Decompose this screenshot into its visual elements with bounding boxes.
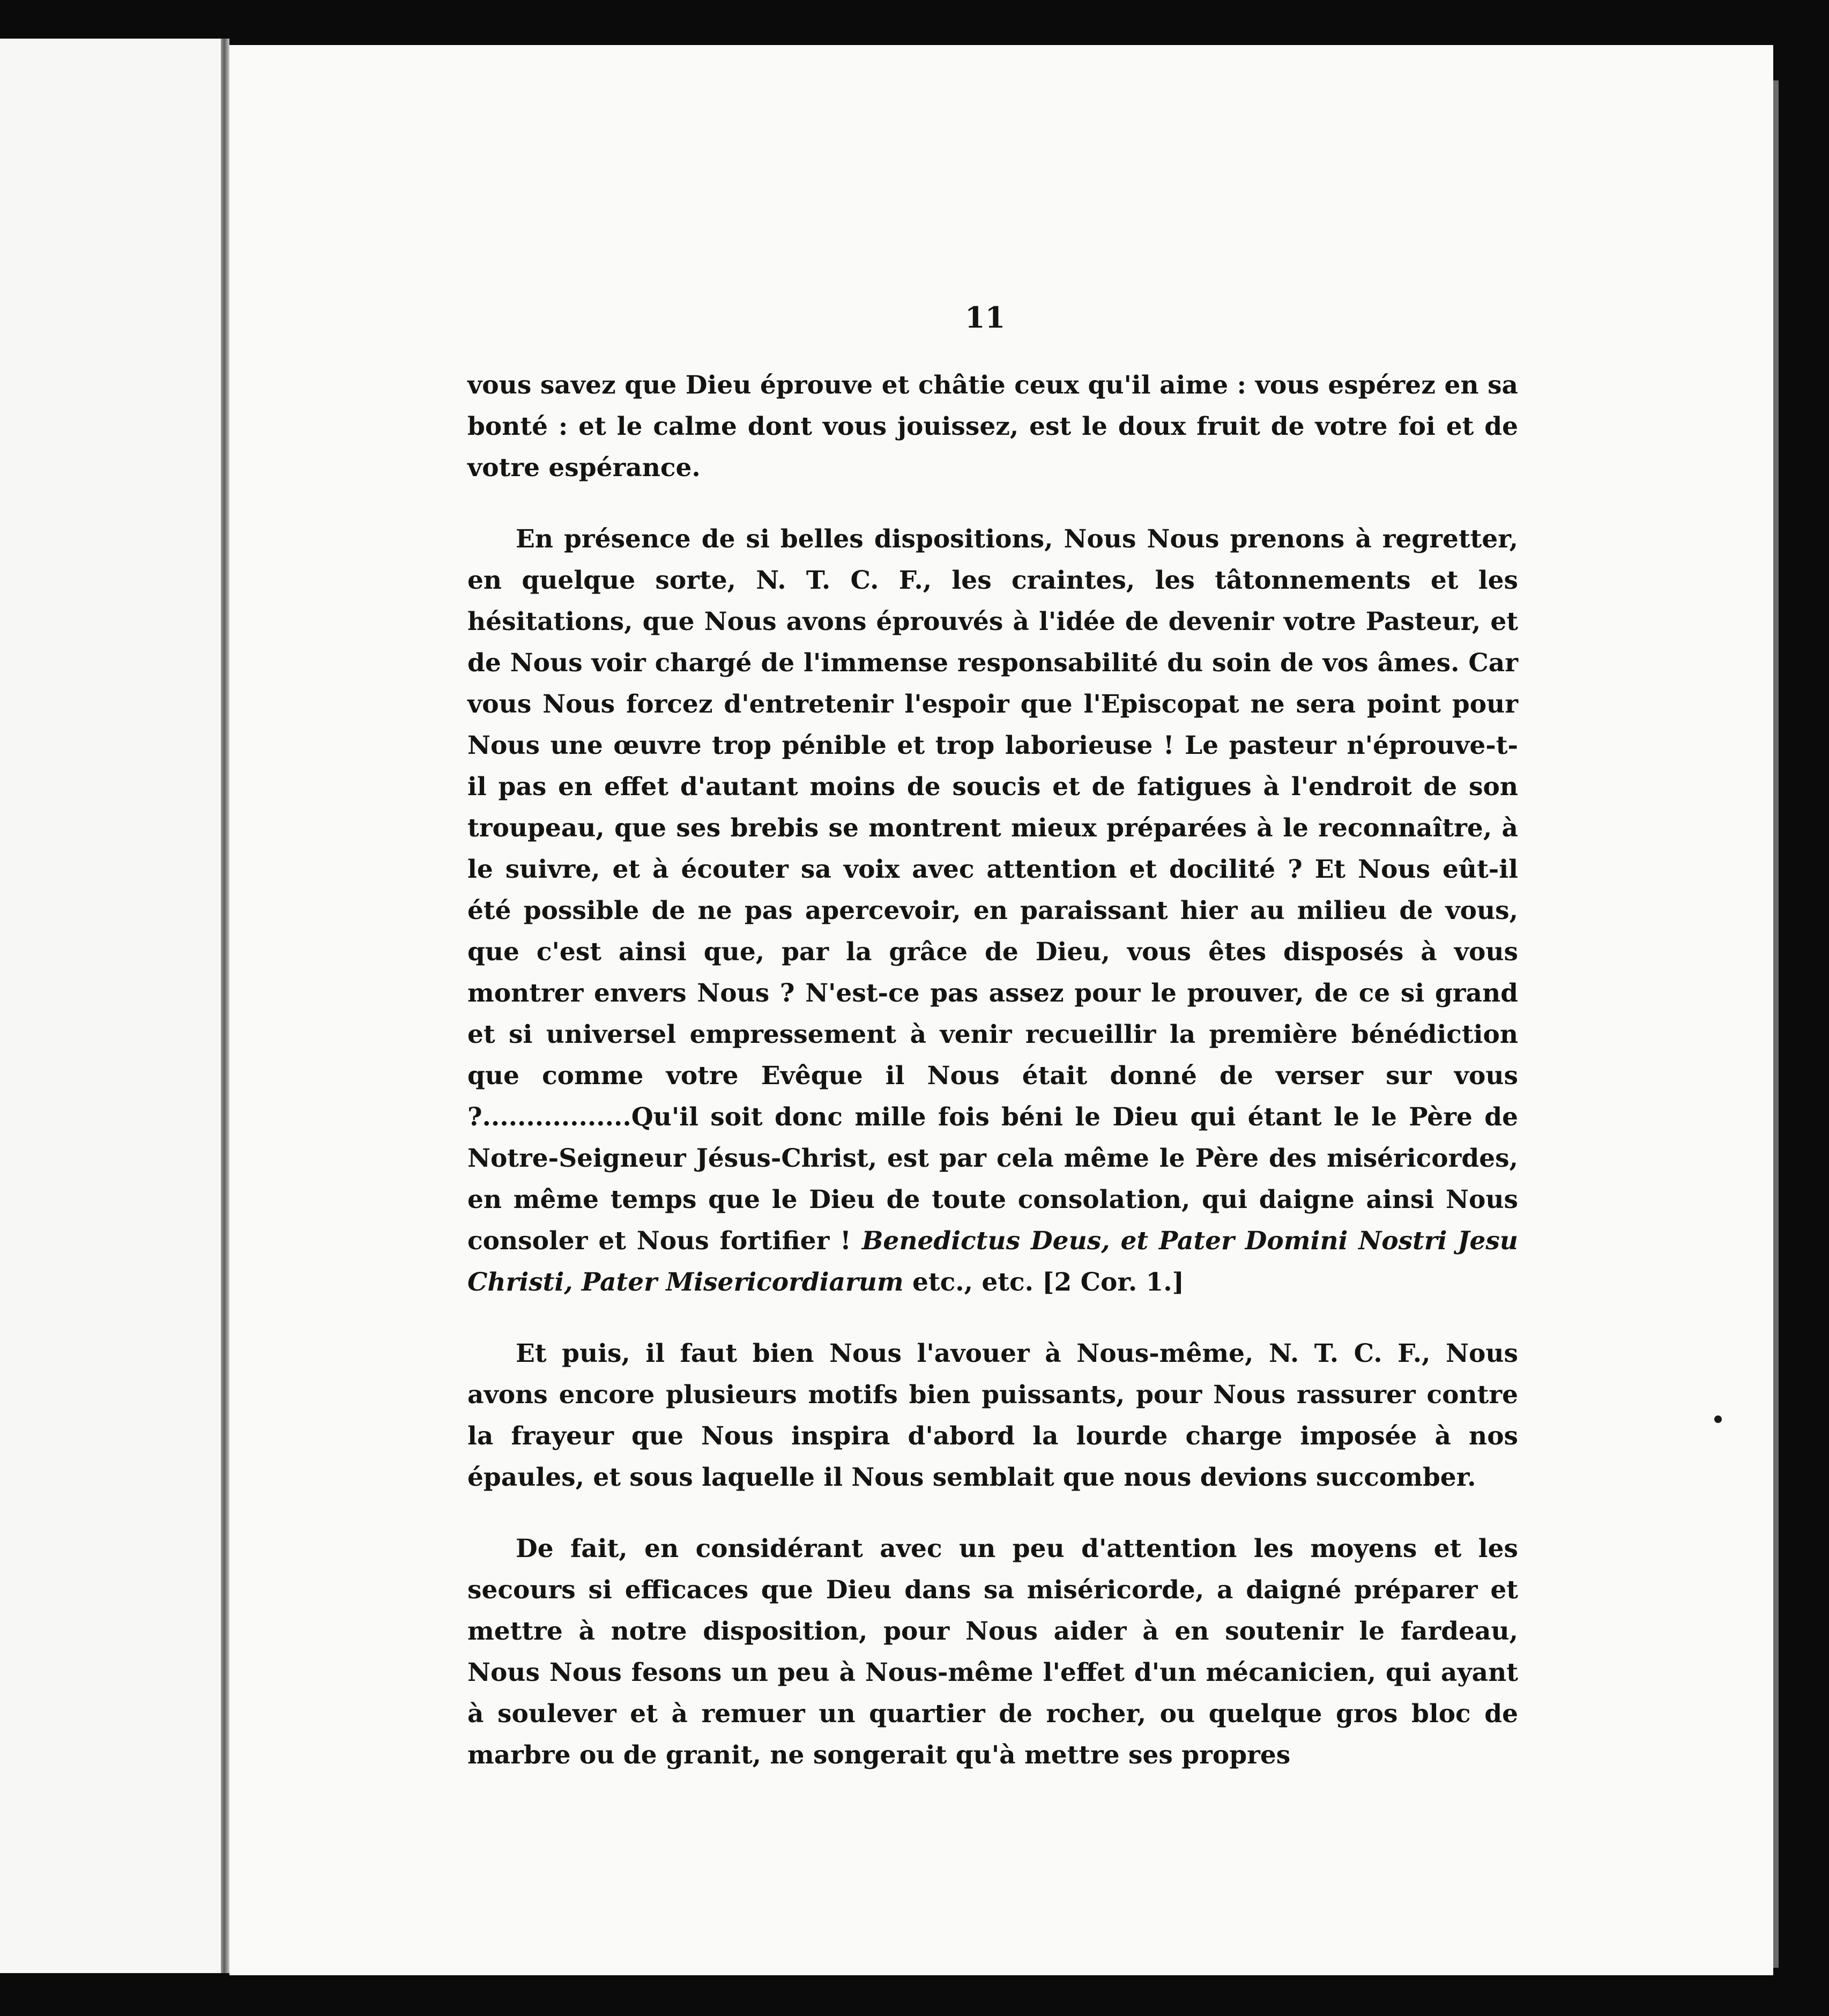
book-spine [221,39,229,1973]
page-shadow-edge [1773,80,1779,1968]
ink-speck [1714,1415,1722,1423]
paragraph-4: De fait, en considérant avec un peu d'attention les moyens et les secours si efficaces que Dieu dans sa miséricorde, a daigné préparer et mettre à notre disposition, pour Nous aider à en soutenir le fardeau, Nous Nous fesons un peu à Nous-même l'effet d'un mécanicien, qui ayant à soulever et à remuer un quartier de rocher, ou quelque gros bloc de marbre ou de granit, ne songerait qu'à mettre ses propres [467,1534,1518,1770]
latin-quote: Benedictus Deus, et Pater Domini Nostri Jesu Christi, Pater Misericordiarum [467,1226,1518,1297]
paragraph-2 [467,518,1518,1303]
paragraph-2-text: En présence de si belles dispositions, Nous Nous prenons à regretter, en quelque sorte, N. T. C. F., les craintes, les tâtonnements et les hésitations, que Nous avons éprouvés à l'idée de devenir votre Pasteur, et de Nous voir chargé de l'immense responsabilité du soin de vos âmes. Car vous Nous forcez d'entretenir l'espoir que l'Episcopat ne sera point pour Nous une œuvre trop pénible et trop laborieuse ! Le pasteur n'éprouve-t-il pas en effet d'autant moins de soucis et de fatigues à l'endroit de son troupeau, que ses brebis se montrent mieux préparées à le reconnaître, à le suivre, et à écouter sa voix avec attention et docilité ? Et Nous eût-il été possible de ne pas apercevoir, en paraissant hier au milieu de vous, que c'est ainsi que, par la grâce de Dieu, vous êtes disposés à vous montrer envers Nous ? N'est-ce pas assez pour le prouver, de ce si grand et si universel empressement à venir recueillir la première bénédiction que comme votre Evêque il Nous était donné de verser sur vous ?.................Qu'il soit donc mille fois béni le Dieu qui étant le le Père de Notre-Seigneur Jésus-Christ, est par cela même le Père des miséricordes, en même temps que le Dieu de toute consolation, qui daigne ainsi Nous consoler et Nous fortifier ! [467,524,1518,1256]
paragraph-1: vous savez que Dieu éprouve et châtie ceux qu'il aime : vous espérez en sa bonté : et le calme dont vous jouissez, est le doux fruit de votre foi et de votre espérance. [467,370,1518,483]
paragraph-3: Et puis, il faut bien Nous l'avouer à Nous-même, N. T. C. F., Nous avons encore plusieurs motifs bien puissants, pour Nous rassurer contre la frayeur que Nous inspira d'abord la lourde charge imposée à nos épaules, et sous laquelle il Nous semblait que nous devions succomber. [467,1339,1518,1492]
body-text [467,365,1518,1806]
citation: etc., etc. [2 Cor. 1.] [912,1268,1184,1297]
left-page-edge [0,39,224,1973]
page-number: 11 [965,300,1006,335]
